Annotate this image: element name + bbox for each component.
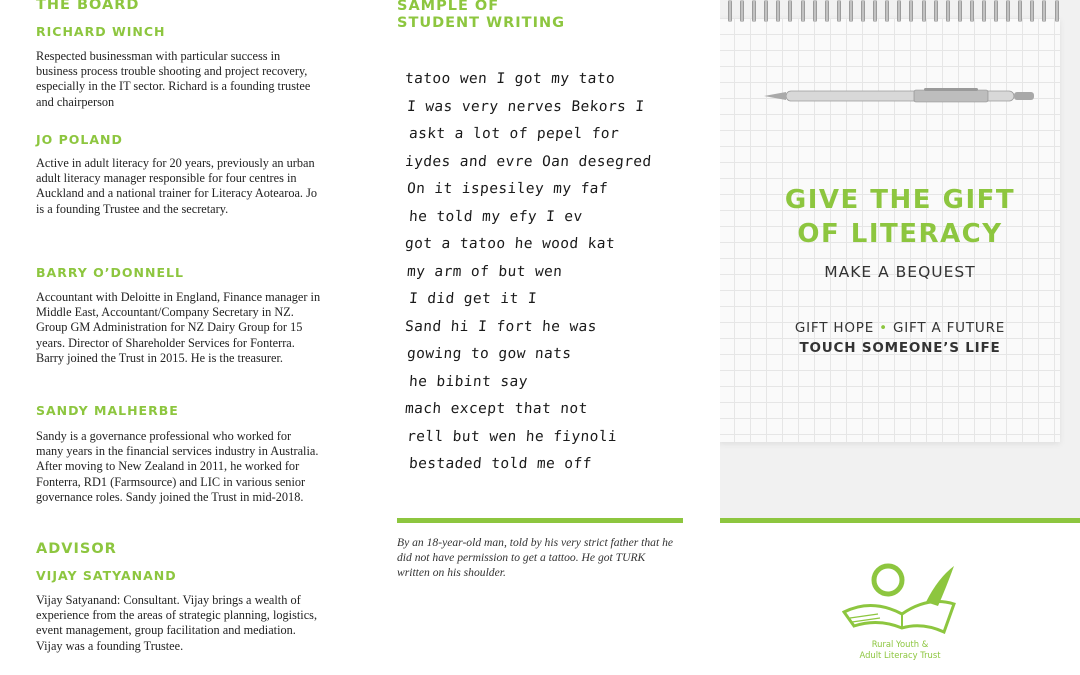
tagline-gift-hope: GIFT HOPE — [794, 320, 875, 336]
member-bio-barry: Accountant with Deloitte in England, Finance manager in Middle East, Accountant/Company Secretary in NZ. Group GM Administration for NZ Dairy Group for 15 years. Director of Shareholder Services for Fonterra. Barry joined the Trust in 2015. He is the treasurer. — [36, 290, 321, 365]
handwriting-line: gowing to gow nats — [406, 346, 572, 362]
handwriting-line: my arm of but wen — [406, 263, 563, 280]
logo-text-line1: Rural Youth & — [871, 639, 929, 649]
handwriting-line: On it ispesiley my faf — [406, 181, 609, 197]
handwriting-line: I was very nerves Bekors I — [406, 98, 645, 115]
spiral-ring — [970, 0, 974, 22]
handwriting-line: he told my efy I ev — [408, 208, 584, 225]
handwriting-line: he bibint say — [408, 373, 529, 390]
sample-title-line2: STUDENT WRITING — [397, 15, 566, 31]
member-bio-jo: Active in adult literacy for 20 years, previously an urban adult literacy manager responsible for four centres in Auckland and a national trainer for Literacy Aotearoa. Jo is a founding Trustee and the secretary. — [36, 156, 318, 216]
panel-tagline-touch: TOUCH SOMEONE’S LIFE — [799, 340, 1001, 356]
spiral-ring — [861, 0, 865, 22]
handwriting-line: got a tatoo he wood kat — [404, 236, 616, 252]
spiral-ring — [776, 0, 780, 22]
spiral-ring — [728, 0, 732, 22]
sample-title-line1: SAMPLE OF — [397, 0, 500, 14]
handwriting-sample — [405, 66, 685, 479]
pen-icon — [764, 84, 1036, 108]
divider-rule — [397, 518, 683, 523]
spiral-ring — [897, 0, 901, 22]
tagline-gift-future: GIFT A FUTURE — [892, 320, 1006, 336]
spiral-ring — [849, 0, 853, 22]
spiral-ring — [873, 0, 877, 22]
spiral-binding-icon — [728, 0, 1059, 22]
panel-subtitle: MAKE A BEQUEST — [824, 263, 976, 281]
logo-text-line2: Adult Literacy Trust — [859, 650, 941, 660]
spiral-ring — [837, 0, 841, 22]
spiral-ring — [1030, 0, 1034, 22]
spiral-ring — [1018, 0, 1022, 22]
handwriting-line: mach except that not — [404, 401, 589, 417]
tagline-separator: • — [879, 320, 888, 336]
advisor-name: VIJAY SATYANAND — [36, 568, 177, 583]
spiral-ring — [752, 0, 756, 22]
spiral-ring — [994, 0, 998, 22]
cover-panel — [720, 0, 1080, 675]
spiral-ring — [934, 0, 938, 22]
spiral-ring — [946, 0, 950, 22]
spiral-ring — [740, 0, 744, 22]
board-heading: THE BOARD — [36, 0, 140, 13]
advisor-bio: Vijay Satyanand: Consultant. Vijay brings a wealth of experience from the areas of strategic planning, logistics, event management, group facilitation and mediation. Vijay was a founding Trustee. — [36, 593, 318, 653]
member-name-sandy: SANDY MALHERBE — [36, 403, 179, 418]
spiral-ring — [825, 0, 829, 22]
member-bio-richard: Respected businessman with particular success in business process trouble shooting and project recovery, especially in the IT sector. Richard is a founding trustee and chairperson — [36, 49, 311, 109]
panel-divider-rule — [720, 518, 1080, 523]
handwriting-line: bestaded told me off — [408, 456, 593, 472]
sample-title — [397, 0, 565, 32]
spiral-ring — [813, 0, 817, 22]
panel-title-line2: OF LITERACY — [797, 219, 1003, 249]
spiral-ring — [922, 0, 926, 22]
handwriting-line: askt a lot of pepel for — [408, 126, 620, 142]
spiral-ring — [1042, 0, 1046, 22]
handwriting-line: iydes and evre Oan desegred — [404, 153, 653, 170]
panel-title-line1: GIVE THE GIFT — [784, 185, 1016, 215]
spiral-ring — [909, 0, 913, 22]
spiral-ring — [788, 0, 792, 22]
spiral-ring — [801, 0, 805, 22]
handwriting-line: Sand hi I fort he was — [404, 318, 598, 335]
member-bio-sandy: Sandy is a governance professional who worked for many years in the financial services industry in Australia. After moving to New Zealand in 2011, he worked for Fonterra, RD1 (Farmsource) and LIC in various senior governance roles. Sandy joined the Trust in mid-2018. — [36, 429, 319, 504]
member-name-jo: JO POLAND — [36, 132, 123, 147]
handwriting-line: I did get it I — [408, 291, 538, 307]
notebook-image — [720, 0, 1080, 518]
member-name-barry: BARRY O’DONNELL — [36, 265, 184, 280]
panel-tagline — [720, 320, 1080, 336]
spiral-ring — [1055, 0, 1059, 22]
member-name-richard: RICHARD WINCH — [36, 24, 166, 39]
spiral-ring — [764, 0, 768, 22]
spiral-ring — [958, 0, 962, 22]
spiral-ring — [1006, 0, 1010, 22]
sample-caption: By an 18-year-old man, told by his very strict father that he did not have permission to get a tattoo. He got TURK written on his shoulder. — [397, 536, 674, 579]
handwriting-line: tatoo wen I got my tato — [404, 71, 616, 87]
handwriting-line: rell but wen he fiynoli — [406, 428, 618, 445]
literacy-trust-logo-icon — [842, 562, 964, 634]
sample-column — [397, 0, 683, 675]
spiral-ring — [982, 0, 986, 22]
advisor-heading: ADVISOR — [36, 541, 117, 557]
spiral-ring — [885, 0, 889, 22]
